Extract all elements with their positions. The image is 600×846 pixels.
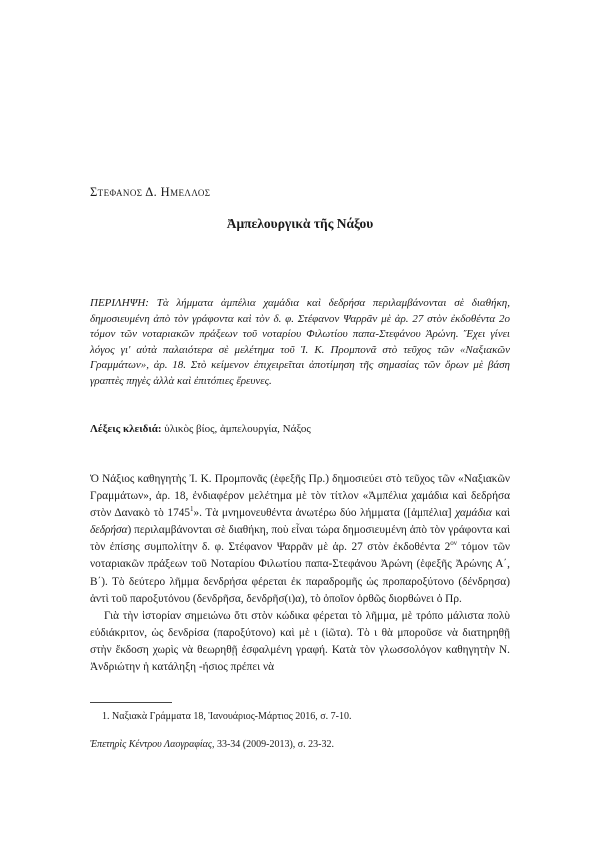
abstract: [90, 296, 510, 389]
footnote-divider: [90, 702, 172, 703]
body-text: [90, 471, 510, 676]
journal-name: Ἐπετηρὶς Κέντρου Λαογραφίας,: [90, 739, 215, 750]
abstract-text: Τὰ λήμματα ἀμπέλια χαμάδια καὶ δεδρήσα περιλαμβάνονται σὲ διαθήκη, δημοσιευμένη ἀπὸ τὸν γράφοντα καὶ τὸν δ. φ. Στέφανον Ψαρρᾶν μὲ ἀρ. 27 στὸν ἐκδοθέντα 2ο τόμον τῶν νοταριακῶν πράξεων τοῦ νοταρίου Φιλωτίου παπα-Στεφάνου Ἀρώνη. Ἔχει γίνει λόγος γι' αὐτὰ παλαιότερα σὲ μελέτημα τοῦ Ἰ. Κ. Προμπονᾶ στὸ τεῦχος τῶν «Ναξιακῶν Γραμμάτων», ἀρ. 18. Στὸ κείμενον ἐπιχειρεῖται ἀποτίμηση τῆς σημασίας τῶν ὅρων μὲ βάση γραπτὲς πηγὲς ἀλλὰ καὶ ἐπιτόπιες ἔρευνες.: [90, 297, 510, 387]
paragraph-1-text-a: Ὁ Νάξιος καθηγητὴς Ἰ. Κ. Προμπονᾶς (ἑφεξῆς Πρ.) δημοσιεύει στὸ τεῦχος τῶν «Ναξιακῶν Γραμμάτων», ἀρ. 18, ἐνδιαφέρον μελέτημα μὲ τὸν τίτλον «Ἀμπέλια χαμάδια καὶ δεδρήσα στὸν Δανακὸ τὸ 1745: [90, 473, 510, 520]
keywords-label: Λέξεις κλειδιά:: [90, 423, 162, 435]
journal-citation: [90, 739, 510, 750]
term-chamadia: χαμάδια: [455, 507, 492, 520]
paragraph-1-text-b: ». Τὰ μνημονευθέντα ἀνωτέρω δύο λήμματα ([ἀμπέλια]: [193, 507, 456, 520]
keywords: [90, 423, 510, 435]
term-dedrisa: δεδρήσα: [90, 524, 128, 537]
author-name: Στεφανος Δ. Ημελλος: [90, 185, 211, 199]
abstract-label: ΠΕΡΙΛΗΨΗ:: [90, 297, 149, 309]
paragraph-1-text-e: τόμον τῶν νοταριακῶν πράξεων τοῦ Νοταρίου Φιλωτίου παπα-Στεφάνου Ἀρώνη (ἑφεξῆς Ἀρώνης Α΄, Β΄). Τὸ δεύτερο λῆμμα δενδρήσα φέρεται ἐκ παραδρομῆς ὡς προπαροξύτονο (δένδρησα) ἀντὶ τοῦ παροξυτόνου (δενδρῆσα, δενδρῆσ(ι)α), τὸ ὁποῖον ὀρθῶς διορθώνει ὁ Πρ.: [90, 541, 510, 605]
paragraph-1-text-c: καὶ: [491, 507, 510, 520]
footnote-1: 1. Ναξιακὰ Γράμματα 18, Ἰανουάριος-Μάρτιος 2016, σ. 7-10.: [102, 711, 352, 722]
paragraph-2: Γιὰ τὴν ἱστορίαν σημειώνω ὅτι στὸν κώδικα φέρεται τὸ λῆμμα, μὲ τρόπο μάλιστα πολὺ εὐδιάκριτον, ὡς δενδρίσα (παροξύτονο) καὶ μὲ ι (ἰῶτα). Τὸ ι θὰ μποροῦσε νὰ διατηρηθῇ στὴν ἔκδοση χωρὶς νὰ θεωρηθῇ ἐσφαλμένη γραφή. Κατὰ τὸν γλωσσολόγον καθηγητὴν Ν. Ἀνδριώτην ἡ κατάληξη -ήσιος πρέπει νὰ: [90, 609, 510, 674]
paragraph-1: [90, 471, 510, 608]
paragraph-1-text-d: ) περιλαμβάνονται σὲ διαθήκη, ποὺ εἶναι τώρα δημοσιευμένη ἀπὸ τὸν γράφοντα καὶ τὸν ἐπίσης συμπολίτην δ. φ. Στέφανον Ψαρρᾶν μὲ ἀρ. 27 στὸν ἐκδοθέντα 2: [90, 524, 510, 554]
keywords-text: ὑλικὸς βίος, ἀμπελουργία, Νάξος: [164, 423, 311, 435]
ordinal-superscript: ον: [450, 539, 457, 548]
article-title: Ἀμπελουργικὰ τῆς Νάξου: [226, 216, 374, 231]
footnote-ref: 1: [190, 505, 194, 514]
journal-details: 33-34 (2009-2013), σ. 23-32.: [214, 739, 334, 750]
